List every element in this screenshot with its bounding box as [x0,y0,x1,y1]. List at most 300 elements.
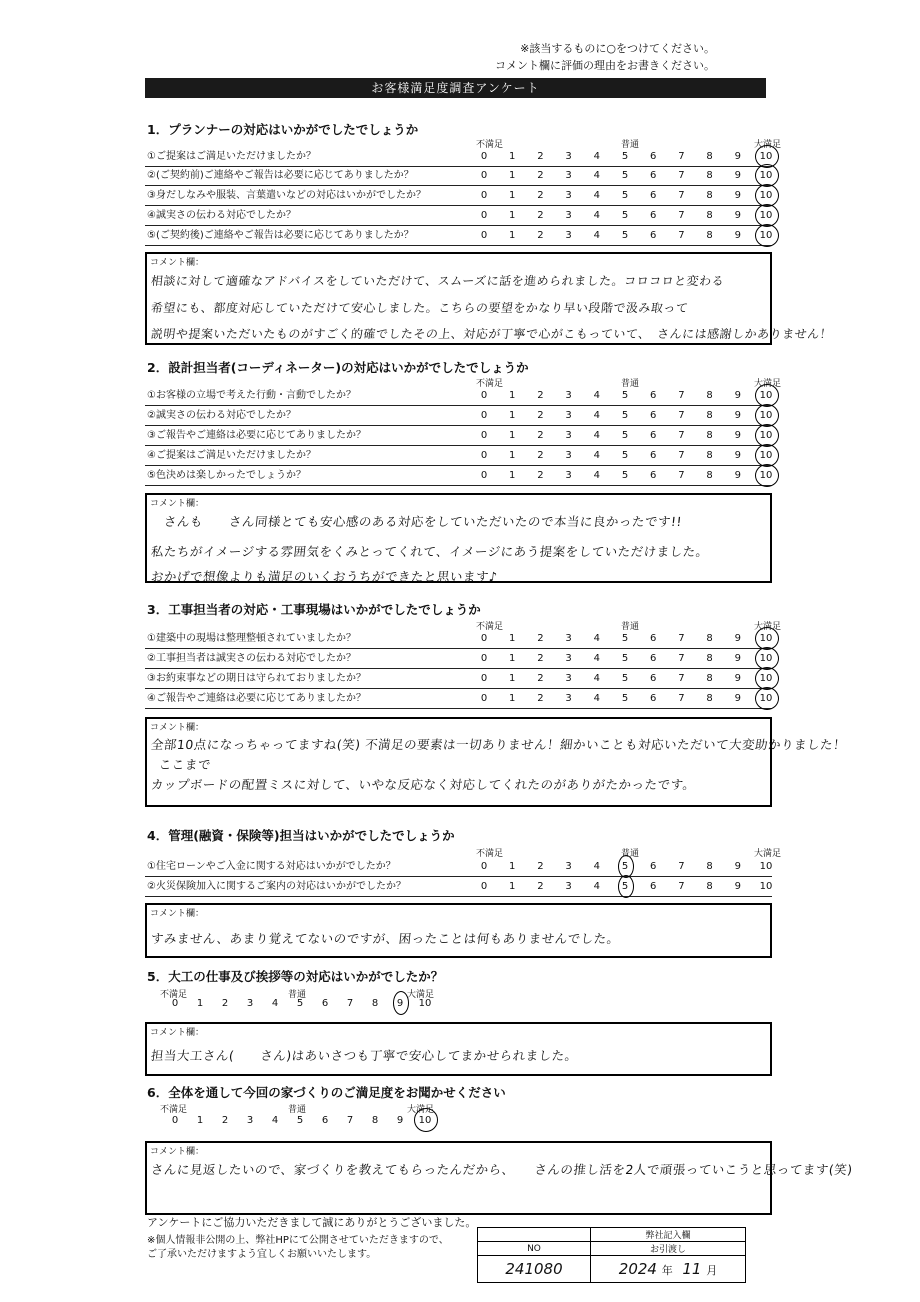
rating-option-5[interactable]: 5 [621,230,629,241]
rating-option-4[interactable]: 4 [593,450,600,461]
question-text: ②(ご契約前)ご連絡やご報告は必要に応じてありましたか？ [147,170,414,181]
section-4-scale-high: 大満足 [754,849,782,859]
office-date [591,1256,746,1283]
rating-option-10[interactable]: 10 [418,998,432,1009]
rating-option-2[interactable]: 2 [537,633,544,644]
rating-option-6[interactable]: 6 [650,151,657,162]
rating-option-8[interactable]: 8 [706,410,713,421]
rating-option-0[interactable]: 0 [480,693,488,704]
rating-option-8[interactable]: 8 [706,190,713,201]
section-5-comment-box[interactable] [145,1022,772,1076]
rating-option-0[interactable]: 0 [480,450,488,461]
rating-option-9[interactable]: 9 [734,881,741,892]
rating-option-5[interactable]: 5 [621,190,629,201]
selected-rating-circle [755,687,779,710]
section-4-title: 4．管理(融資・保険等)担当はいかがでしたでしょうか [147,828,455,843]
section-5-scale-high: 大満足 [407,990,435,1000]
rating-option-6[interactable]: 6 [650,230,657,241]
rating-option-6[interactable]: 6 [650,881,657,892]
rating-option-2[interactable]: 2 [537,470,544,481]
rating-option-9[interactable]: 9 [734,190,741,201]
rating-option-5[interactable]: 5 [621,693,629,704]
rating-option-0[interactable]: 0 [171,998,179,1009]
rating-option-10[interactable]: 10 [759,430,773,441]
rating-option-0[interactable]: 0 [480,230,488,241]
rating-option-6[interactable]: 6 [321,1115,329,1126]
comment-handwritten-line: すみません、あまり覚えてないのですが、困ったことは何もありませんでした。 [150,931,621,946]
question-text: ①住宅ローンやご入金に関する対応はいかがでしたか？ [147,861,396,872]
question-text: ①ご提案はご満足いただけましたか？ [147,151,316,162]
rating-scale [474,669,774,688]
rating-option-2[interactable]: 2 [221,998,229,1009]
section-3-scale-mid: 普通 [621,622,640,632]
rating-option-1[interactable]: 1 [509,633,516,644]
rating-scale [474,226,774,245]
rating-option-0[interactable]: 0 [171,1115,179,1126]
footnote-line-1: ※個人情報非公開の上、弊社HPにて公開させていただきますので、 [147,1235,449,1246]
rating-option-7[interactable]: 7 [678,673,685,684]
rating-option-2[interactable]: 2 [221,1115,229,1126]
rating-option-8[interactable]: 8 [371,1115,379,1126]
note-line-1: ※該当するものに○をつけてください。 [520,42,715,55]
section-1-scale-low: 不満足 [476,140,504,150]
rating-option-1[interactable]: 1 [509,390,516,401]
section-3-question-row [145,669,772,689]
selected-rating-circle [618,875,634,898]
rating-option-8[interactable]: 8 [706,881,713,892]
rating-option-4[interactable]: 4 [271,998,279,1009]
note-line-2: コメント欄に評価の理由をお書きください。 [495,59,715,72]
rating-option-10[interactable]: 10 [759,190,773,201]
rating-option-7[interactable]: 7 [678,450,685,461]
rating-option-5[interactable]: 5 [621,861,629,872]
footnote-line-2: ご了承いただけますよう宜しくお願いいたします。 [147,1249,377,1260]
rating-option-0[interactable]: 0 [480,151,488,162]
rating-option-7[interactable]: 7 [346,1115,354,1126]
section-4-question-row [145,877,772,897]
section-3-question-row [145,689,772,709]
section-1-comment-box[interactable] [145,252,833,345]
rating-option-0[interactable]: 0 [480,861,488,872]
question-text: ⑤色決めは楽しかったでしょうか？ [147,470,306,481]
rating-option-6[interactable]: 6 [650,633,657,644]
rating-option-3[interactable]: 3 [565,390,572,401]
rating-scale [474,386,774,405]
comment-label: コメント欄： [150,909,205,919]
rating-option-10[interactable]: 10 [418,1115,432,1126]
rating-option-2[interactable]: 2 [537,450,544,461]
question-text: ④ご提案はご満足いただけましたか？ [147,450,316,461]
rating-option-2[interactable]: 2 [537,430,544,441]
rating-option-8[interactable]: 8 [706,673,713,684]
rating-option-5[interactable]: 5 [621,653,629,664]
rating-option-4[interactable]: 4 [593,673,600,684]
survey-title-banner: お客様満足度調査アンケート [145,78,766,98]
rating-option-0[interactable]: 0 [480,653,488,664]
rating-option-3[interactable]: 3 [565,693,572,704]
rating-option-8[interactable]: 8 [371,998,379,1009]
rating-option-2[interactable]: 2 [537,693,544,704]
section-6-comment-box[interactable] [145,1141,854,1215]
rating-option-9[interactable]: 9 [734,450,741,461]
section-6-scale-high: 大満足 [407,1105,435,1115]
rating-option-1[interactable]: 1 [509,450,516,461]
rating-option-3[interactable]: 3 [565,170,572,181]
rating-option-0[interactable]: 0 [480,470,488,481]
section-6-rating-scale [165,1111,465,1130]
section-2-question-row [145,466,772,486]
rating-option-9[interactable]: 9 [734,410,741,421]
rating-scale [474,466,774,485]
thanks-message: アンケートにご協力いただきまして誠にありがとうございました。 [147,1216,477,1229]
rating-option-10[interactable]: 10 [759,470,773,481]
rating-option-6[interactable]: 6 [650,693,657,704]
rating-option-4[interactable]: 4 [593,170,600,181]
rating-option-6[interactable]: 6 [650,210,657,221]
rating-option-1[interactable]: 1 [509,410,516,421]
rating-option-3[interactable]: 3 [565,190,572,201]
selected-rating-circle [393,991,409,1015]
office-year: 2024 [618,1260,657,1278]
section-1-question-row [145,166,772,186]
rating-option-1[interactable]: 1 [509,210,516,221]
section-2-scale-high: 大満足 [754,379,782,389]
section-1-scale-mid: 普通 [621,140,640,150]
rating-scale [474,406,774,425]
comment-handwritten-line: カップボードの配置ミスに対して、いやな反応なく対応してくれたのがありがたかったです。 [150,777,697,792]
rating-option-4[interactable]: 4 [593,190,600,201]
rating-option-8[interactable]: 8 [706,653,713,664]
rating-option-1[interactable]: 1 [509,861,516,872]
rating-option-10[interactable]: 10 [759,151,773,162]
rating-option-4[interactable]: 4 [593,861,600,872]
question-text: ④誠実さの伝わる対応でしたか？ [147,210,296,221]
rating-option-10[interactable]: 10 [759,390,773,401]
rating-option-7[interactable]: 7 [678,210,685,221]
rating-option-2[interactable]: 2 [537,210,544,221]
comment-handwritten-line: おかげで想像よりも満足のいくおうちができたと思います♪ [150,569,499,584]
rating-option-2[interactable]: 2 [537,881,544,892]
rating-option-0[interactable]: 0 [480,430,488,441]
rating-option-6[interactable]: 6 [650,190,657,201]
rating-option-5[interactable]: 5 [621,210,629,221]
question-text: ①建築中の現場は整理整頓されていましたか？ [147,633,356,644]
rating-option-3[interactable]: 3 [246,1115,254,1126]
rating-option-4[interactable]: 4 [593,230,600,241]
section-2-question-row [145,406,772,426]
rating-option-10[interactable]: 10 [759,210,773,221]
rating-scale [474,629,774,648]
rating-option-3[interactable]: 3 [565,861,572,872]
rating-option-1[interactable]: 1 [509,653,516,664]
selected-rating-circle [414,1108,438,1132]
section-6-scale-low: 不満足 [160,1105,188,1115]
rating-option-8[interactable]: 8 [706,470,713,481]
rating-option-10[interactable]: 10 [759,170,773,181]
selected-rating-circle [755,224,779,247]
section-4-question-row [145,857,772,877]
rating-option-5[interactable]: 5 [621,450,629,461]
rating-option-3[interactable]: 3 [565,151,572,162]
rating-option-0[interactable]: 0 [480,633,488,644]
rating-option-4[interactable]: 4 [593,693,600,704]
section-1-question-row [145,206,772,226]
rating-option-7[interactable]: 7 [678,653,685,664]
rating-option-4[interactable]: 4 [593,653,600,664]
rating-option-2[interactable]: 2 [537,170,544,181]
rating-option-5[interactable]: 5 [621,151,629,162]
rating-option-5[interactable]: 5 [621,673,629,684]
rating-option-2[interactable]: 2 [537,653,544,664]
rating-option-2[interactable]: 2 [537,673,544,684]
rating-option-2[interactable]: 2 [537,151,544,162]
rating-scale [474,206,774,225]
rating-option-10[interactable]: 10 [759,633,773,644]
comment-handwritten-line: ここまで [158,757,212,772]
rating-option-9[interactable]: 9 [734,170,741,181]
section-1-scale-high: 大満足 [754,140,782,150]
rating-option-9[interactable]: 9 [396,998,404,1009]
section-2-question-row [145,426,772,446]
section-3-comment-box[interactable] [145,717,847,807]
rating-option-6[interactable]: 6 [650,410,657,421]
section-3-question-row [145,649,772,669]
section-4-scale-mid: 普通 [621,849,640,859]
rating-option-10[interactable]: 10 [759,230,773,241]
rating-option-1[interactable]: 1 [509,190,516,201]
question-text: ②工事担当者は誠実さの伝わる対応でしたか？ [147,653,356,664]
rating-option-6[interactable]: 6 [650,170,657,181]
rating-option-1[interactable]: 1 [509,430,516,441]
comment-handwritten-line: 希望にも、都度対応していただけて安心しました。こちらの要望をかなり早い段階で汲み取って [150,301,690,315]
rating-option-1[interactable]: 1 [509,230,516,241]
rating-option-8[interactable]: 8 [706,430,713,441]
rating-option-3[interactable]: 3 [246,998,254,1009]
rating-option-8[interactable]: 8 [706,693,713,704]
rating-option-0[interactable]: 0 [480,390,488,401]
rating-option-6[interactable]: 6 [650,450,657,461]
office-col-date: お引渡し [591,1242,746,1256]
rating-option-5[interactable]: 5 [621,410,629,421]
rating-option-8[interactable]: 8 [706,230,713,241]
rating-option-4[interactable]: 4 [271,1115,279,1126]
rating-option-7[interactable]: 7 [678,151,685,162]
rating-option-7[interactable]: 7 [678,230,685,241]
comment-label: コメント欄： [150,1028,205,1038]
rating-option-4[interactable]: 4 [593,633,600,644]
section-4-scale-low: 不満足 [476,849,504,859]
rating-option-7[interactable]: 7 [678,170,685,181]
comment-handwritten-line: 全部10点になっちゃってますね(笑) 不満足の要素は一切ありません！細かいことも対応いただいて大変助かりました！ [150,737,847,752]
rating-option-3[interactable]: 3 [565,450,572,461]
rating-scale [474,186,774,205]
rating-option-4[interactable]: 4 [593,151,600,162]
question-text: ③ご報告やご連絡は必要に応じてありましたか？ [147,430,366,441]
office-year-unit: 年 [661,1264,673,1277]
comment-label: コメント欄： [150,258,205,268]
rating-option-0[interactable]: 0 [480,881,488,892]
rating-option-9[interactable]: 9 [734,693,741,704]
rating-option-2[interactable]: 2 [537,230,544,241]
rating-option-8[interactable]: 8 [706,861,713,872]
rating-option-4[interactable]: 4 [593,430,600,441]
rating-option-7[interactable]: 7 [346,998,354,1009]
section-2-question-row [145,446,772,466]
rating-option-9[interactable]: 9 [734,673,741,684]
section-3-scale-high: 大満足 [754,622,782,632]
section-2-question-row [145,386,772,406]
rating-option-7[interactable]: 7 [678,861,685,872]
rating-option-9[interactable]: 9 [734,653,741,664]
section-3-title: 3．工事担当者の対応・工事現場はいかがでしたでしょうか [147,602,481,617]
rating-option-4[interactable]: 4 [593,410,600,421]
rating-option-0[interactable]: 0 [480,410,488,421]
rating-option-5[interactable]: 5 [296,1115,304,1126]
rating-option-6[interactable]: 6 [650,470,657,481]
comment-handwritten-line: 説明や提案いただいたものがすごく的確でしたその上、対応が丁寧で心がこもっていて、 さんには感謝しかありません！ [150,327,833,341]
office-month-unit: 月 [706,1264,718,1277]
section-5-rating-scale [165,994,465,1013]
rating-option-10[interactable]: 10 [759,673,773,684]
section-5-scale-low: 不満足 [160,990,188,1000]
rating-scale [474,689,774,708]
rating-option-9[interactable]: 9 [734,390,741,401]
selected-rating-circle [755,464,779,487]
rating-option-5[interactable]: 5 [621,470,629,481]
section-6-title: 6．全体を通して今回の家づくりのご満足度をお聞かせください [147,1085,506,1100]
rating-option-2[interactable]: 2 [537,390,544,401]
comment-handwritten-line: 担当大工さん( さん)はあいさつも丁寧で安心してまかせられました。 [150,1048,579,1063]
rating-option-3[interactable]: 3 [565,230,572,241]
section-2-title: 2．設計担当者(コーディネーター)の対応はいかがでしたでしょうか [147,360,529,375]
section-2-scale-mid: 普通 [621,379,640,389]
comment-label: コメント欄： [150,723,205,733]
rating-option-1[interactable]: 1 [509,881,516,892]
rating-option-5[interactable]: 5 [621,633,629,644]
rating-option-8[interactable]: 8 [706,390,713,401]
rating-option-6[interactable]: 6 [650,673,657,684]
rating-scale [474,649,774,668]
rating-option-3[interactable]: 3 [565,673,572,684]
question-text: ②火災保険加入に関するご案内の対応はいかがでしたか？ [147,881,406,892]
section-2-comment-box[interactable] [145,493,772,583]
rating-option-8[interactable]: 8 [706,170,713,181]
rating-option-1[interactable]: 1 [509,693,516,704]
rating-option-9[interactable]: 9 [734,633,741,644]
rating-option-9[interactable]: 9 [734,470,741,481]
rating-option-10[interactable]: 10 [759,861,773,872]
comment-handwritten-line: 相談に対して適確なアドバイスをしていただけて、スムーズに話を進められました。コロコロと変わる [150,274,725,288]
rating-option-10[interactable]: 10 [759,410,773,421]
rating-option-3[interactable]: 3 [565,470,572,481]
rating-scale [474,426,774,445]
rating-option-1[interactable]: 1 [509,673,516,684]
question-text: ③お約束事などの期日は守られておりましたか？ [147,673,366,684]
comment-handwritten-line: さんに見返したいので、家づくりを教えてもらったんだから、 さんの推し活を2人で頑張っていこうと思ってます(笑) [150,1162,854,1177]
rating-option-7[interactable]: 7 [678,470,685,481]
rating-option-7[interactable]: 7 [678,430,685,441]
rating-option-4[interactable]: 4 [593,470,600,481]
section-3-question-row [145,629,772,649]
rating-option-3[interactable]: 3 [565,881,572,892]
rating-option-5[interactable]: 5 [621,170,629,181]
rating-option-10[interactable]: 10 [759,450,773,461]
section-5-scale-mid: 普通 [288,990,307,1000]
rating-option-3[interactable]: 3 [565,653,572,664]
rating-option-9[interactable]: 9 [734,230,741,241]
rating-option-1[interactable]: 1 [196,1115,204,1126]
rating-option-2[interactable]: 2 [537,861,544,872]
section-5-title: 5．大工の仕事及び挨拶等の対応はいかがでしたか？ [147,969,444,984]
rating-option-10[interactable]: 10 [759,653,773,664]
rating-option-1[interactable]: 1 [196,998,204,1009]
rating-option-2[interactable]: 2 [537,410,544,421]
section-4-comment-box[interactable] [145,903,772,958]
rating-scale [474,166,774,185]
rating-option-9[interactable]: 9 [734,430,741,441]
privacy-footnote [147,1234,449,1262]
office-month: 11 [682,1260,702,1278]
rating-option-7[interactable]: 7 [678,190,685,201]
rating-option-5[interactable]: 5 [621,390,629,401]
rating-option-5[interactable]: 5 [621,881,629,892]
rating-option-9[interactable]: 9 [734,210,741,221]
instruction-notes [495,40,715,74]
rating-option-1[interactable]: 1 [509,470,516,481]
office-number: 241080 [478,1256,591,1283]
rating-option-4[interactable]: 4 [593,390,600,401]
comment-label: コメント欄： [150,1147,205,1157]
rating-option-6[interactable]: 6 [650,430,657,441]
rating-option-0[interactable]: 0 [480,170,488,181]
rating-option-3[interactable]: 3 [565,430,572,441]
rating-option-8[interactable]: 8 [706,210,713,221]
rating-option-3[interactable]: 3 [565,210,572,221]
rating-option-4[interactable]: 4 [593,881,600,892]
rating-option-6[interactable]: 6 [650,390,657,401]
rating-option-7[interactable]: 7 [678,390,685,401]
rating-option-1[interactable]: 1 [509,151,516,162]
rating-option-7[interactable]: 7 [678,633,685,644]
rating-option-6[interactable]: 6 [321,998,329,1009]
rating-option-7[interactable]: 7 [678,693,685,704]
rating-option-8[interactable]: 8 [706,450,713,461]
rating-option-7[interactable]: 7 [678,410,685,421]
rating-option-10[interactable]: 10 [759,693,773,704]
rating-option-8[interactable]: 8 [706,633,713,644]
rating-option-9[interactable]: 9 [396,1115,404,1126]
rating-option-1[interactable]: 1 [509,170,516,181]
rating-option-4[interactable]: 4 [593,210,600,221]
rating-option-7[interactable]: 7 [678,881,685,892]
rating-option-2[interactable]: 2 [537,190,544,201]
rating-option-6[interactable]: 6 [650,861,657,872]
question-text: ⑤(ご契約後)ご連絡やご報告は必要に応じてありましたか？ [147,230,414,241]
rating-option-8[interactable]: 8 [706,151,713,162]
rating-option-0[interactable]: 0 [480,210,488,221]
rating-option-9[interactable]: 9 [734,151,741,162]
rating-option-9[interactable]: 9 [734,861,741,872]
rating-option-6[interactable]: 6 [650,653,657,664]
rating-option-5[interactable]: 5 [296,998,304,1009]
rating-option-5[interactable]: 5 [621,430,629,441]
section-1-title: 1．プランナーの対応はいかがでしたでしょうか [147,122,419,137]
rating-option-0[interactable]: 0 [480,673,488,684]
rating-option-3[interactable]: 3 [565,410,572,421]
rating-option-10[interactable]: 10 [759,881,773,892]
rating-option-3[interactable]: 3 [565,633,572,644]
rating-option-0[interactable]: 0 [480,190,488,201]
